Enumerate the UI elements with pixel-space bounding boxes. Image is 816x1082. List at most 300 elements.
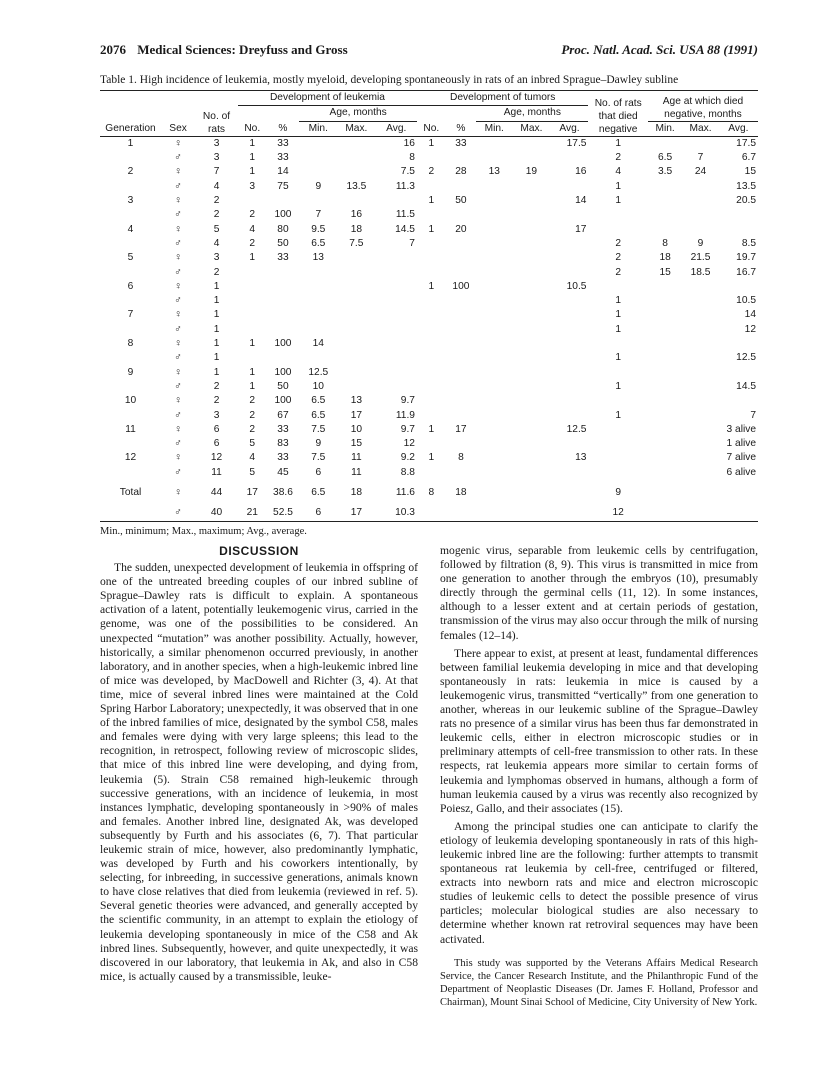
- table-cell-l-pct: 14: [277, 166, 289, 178]
- table-cell-l-no: 17: [246, 487, 258, 499]
- table-cell-l-min: [299, 136, 337, 151]
- table-row: [100, 323, 758, 337]
- table-cell-l-avg: [375, 323, 416, 337]
- table-cell-l-min: [299, 308, 337, 322]
- table-cell-d-max: 24: [694, 166, 707, 178]
- running-header: [100, 42, 758, 62]
- table-cell-gen: 2: [127, 166, 134, 178]
- table-cell-d-max: [682, 223, 718, 237]
- table-row: [100, 500, 758, 521]
- table-cell-d-max: [682, 180, 718, 194]
- table-cell-l-pct: 33: [277, 137, 289, 149]
- table-cell-d-min: [648, 480, 682, 500]
- table-cell-t-min: [476, 380, 512, 394]
- table-cell-gen: 1: [127, 137, 134, 149]
- table-cell-gen: 4: [127, 223, 134, 235]
- table-cell-t-pct: 20: [455, 223, 467, 235]
- table-cell-l-avg: [375, 351, 416, 365]
- table-cell-l-pct: [267, 294, 300, 308]
- table-cell-d-avg: 12.5: [736, 352, 756, 364]
- table-cell-l-pct: 100: [274, 395, 292, 407]
- table-cell-t-min: [476, 151, 512, 165]
- table-cell-gen: 7: [127, 309, 134, 321]
- table-cell-t-pct: [446, 437, 477, 451]
- table-cell-l-max: 13.5: [346, 180, 367, 192]
- table-cell-t-avg: [551, 437, 589, 451]
- table-cell-gen: [100, 323, 161, 337]
- table-cell-sex: ♂: [174, 438, 182, 450]
- table-cell-l-avg: 9.2: [400, 452, 415, 464]
- table-cell-sex: ♂: [174, 152, 182, 164]
- col-died-avg: Avg.: [719, 121, 758, 136]
- table-cell-t-max: [512, 251, 550, 265]
- table-cell-l-no: 2: [249, 395, 256, 407]
- table-cell-l-pct: 50: [277, 380, 289, 392]
- table-cell-l-max: [337, 194, 375, 208]
- table-cell-l-max: 7.5: [349, 237, 364, 249]
- table-cell-n: 44: [210, 487, 223, 499]
- table-cell-l-min: 9: [315, 438, 322, 450]
- table-cell-t-no: [417, 266, 446, 280]
- table-cell-t-avg: [551, 409, 589, 423]
- table-cell-l-min: 7.5: [311, 423, 326, 435]
- table-cell-d-max: [682, 500, 718, 521]
- table-row: [100, 308, 758, 322]
- table-cell-d-min: [648, 409, 682, 423]
- table-cell-l-no: [238, 351, 267, 365]
- table-cell-d-min: [648, 423, 682, 437]
- table-cell-t-min: [476, 480, 512, 500]
- table-cell-l-min: [299, 151, 337, 165]
- table-cell-t-max: [512, 394, 550, 408]
- table-cell-d-min: 3.5: [658, 166, 673, 178]
- table-cell-d-avg: 15: [744, 166, 756, 178]
- table-cell-t-max: [512, 337, 550, 351]
- journal-citation: Proc. Natl. Acad. Sci. USA 88 (1991): [561, 42, 758, 57]
- table-cell-died: [588, 466, 647, 480]
- table-cell-l-min: [299, 194, 337, 208]
- table-cell-n: 2: [213, 195, 220, 207]
- table-cell-l-max: 11: [351, 466, 362, 478]
- table-cell-l-max: [337, 308, 375, 322]
- table-cell-l-avg: 14.5: [395, 223, 415, 235]
- table-cell-t-no: 1: [428, 137, 435, 149]
- table-cell-died: 2: [615, 152, 622, 164]
- table-cell-d-min: [648, 500, 682, 521]
- table-cell-t-min: [476, 237, 512, 251]
- table-cell-l-min: 12.5: [308, 366, 329, 378]
- table-cell-l-pct: 100: [274, 338, 292, 350]
- table-cell-gen: 5: [127, 252, 134, 264]
- table-row: [100, 208, 758, 222]
- table-cell-l-avg: 9.7: [400, 423, 415, 435]
- section-heading: DISCUSSION: [219, 544, 299, 558]
- table-cell-t-min: [476, 323, 512, 337]
- table-cell-t-no: 8: [428, 487, 435, 499]
- table-cell-d-max: [682, 323, 718, 337]
- table-cell-died: 9: [615, 487, 622, 499]
- table-cell-l-avg: [375, 366, 416, 380]
- table-cell-t-pct: [446, 366, 477, 380]
- table-cell-t-pct: [446, 323, 477, 337]
- col-tum-pct: %: [446, 106, 477, 137]
- table-cell-t-avg: 17.5: [566, 137, 587, 149]
- table-cell-l-max: 16: [350, 209, 363, 221]
- table-cell-l-no: [238, 194, 267, 208]
- table-cell-t-pct: [446, 180, 477, 194]
- table-cell-l-avg: [375, 194, 416, 208]
- table-cell-l-avg: 7: [409, 237, 415, 249]
- table-cell-sex: ♂: [174, 323, 182, 335]
- right-column: [440, 544, 758, 1009]
- left-column: [100, 544, 418, 988]
- table-cell-n: 2: [213, 380, 220, 392]
- table-cell-t-min: [476, 366, 512, 380]
- table-cell-d-max: [682, 208, 718, 222]
- table-cell-l-no: [238, 266, 267, 280]
- table-cell-l-max: [337, 136, 375, 151]
- table-cell-d-min: 6.5: [658, 152, 673, 164]
- table-cell-n: 6: [213, 423, 220, 435]
- table-cell-sex: ♂: [174, 466, 182, 478]
- table-cell-d-max: [682, 308, 718, 322]
- table-cell-l-max: [337, 337, 375, 351]
- table-cell-l-max: [337, 323, 375, 337]
- table-cell-l-min: 7.5: [311, 452, 326, 464]
- table-cell-died: 2: [615, 237, 622, 249]
- table-cell-d-avg: [719, 223, 758, 237]
- table-cell-l-min: 6: [315, 466, 322, 478]
- table-cell-gen: [100, 180, 161, 194]
- table-cell-l-max: [337, 151, 375, 165]
- table-cell-l-no: 1: [249, 338, 256, 350]
- table-cell-l-pct: 75: [277, 180, 289, 192]
- table-cell-sex: ♀: [174, 366, 182, 378]
- table-cell-died: [588, 337, 647, 351]
- table-cell-sex: ♂: [174, 352, 182, 364]
- table-cell-t-min: [476, 251, 512, 265]
- table-cell-sex: ♀: [174, 280, 182, 292]
- table-cell-t-max: [512, 409, 550, 423]
- section-title: Medical Sciences: Dreyfuss and Gross: [137, 42, 348, 57]
- table-cell-n: 5: [213, 223, 220, 235]
- page: [100, 42, 758, 537]
- table-cell-gen: 10: [124, 395, 137, 407]
- table-cell-d-avg: 17.5: [736, 137, 756, 149]
- table-cell-t-max: [512, 500, 550, 521]
- table-cell-l-min: 9.5: [311, 223, 326, 235]
- page-number: 2076: [100, 42, 126, 57]
- table-cell-l-max: [337, 294, 375, 308]
- table-cell-d-max: [682, 337, 718, 351]
- table-cell-d-avg: [719, 208, 758, 222]
- table-cell-l-no: 3: [249, 180, 256, 192]
- col-generation: Generation: [100, 91, 161, 137]
- table-row: [100, 237, 758, 251]
- table-cell-l-max: 17: [350, 507, 363, 519]
- table-cell-l-min: [299, 323, 337, 337]
- table-cell-t-pct: [446, 251, 477, 265]
- table-cell-d-max: 7: [697, 152, 704, 164]
- paragraph: There appear to exist, at present at least, fundamental differences between familial leukemia developing in mice and that developing spontaneously in rats: leukemia in mice is caused by a leukemogenic virus, transmitted “vertically” from one generation to another, whereas in our leukemic subline of the Sprague–Dawley rats no presence of a similar virus has been thus far demonstrated in leukemic cells, either in electron microscopic studies or in preliminary attempts of cell-free transmission to other rats. In these respects, rat leukemia appears more similar to certain forms of leukemia and lymphomas observed in humans, although a form of human leukemia caused by a virus was recently also recognized by Poiesz, Gallo, and their associates (15).: [440, 646, 758, 815]
- table-cell-d-avg: 13.5: [736, 180, 756, 192]
- table-cell-t-min: [476, 266, 512, 280]
- paragraph: mogenic virus, separable from leukemic cells by centrifugation, followed by filtration (8, 9). This virus is transmitted in mice from one generation to another through the embryos (10), presumably directly through the germinal cells (11, 12). In some instances, although to a lesser extent and at certain periods of gestation, transmission of the virus may also occur through the milk of nursing females (12–14).: [440, 544, 758, 642]
- table-cell-l-avg: [375, 380, 416, 394]
- table-cell-t-avg: [551, 337, 589, 351]
- table-cell-n: 40: [210, 507, 223, 519]
- table-cell-t-min: [476, 208, 512, 222]
- table-cell-l-pct: 50: [277, 237, 289, 249]
- table-cell-t-avg: 12.5: [566, 423, 587, 435]
- col-died-max: Max.: [682, 121, 718, 136]
- table-cell-t-max: [512, 194, 550, 208]
- col-tum-avg: Avg.: [551, 121, 589, 136]
- table-cell-died: 1: [615, 380, 622, 392]
- table-row: [100, 466, 758, 480]
- table-cell-t-no: 1: [428, 195, 435, 207]
- table-cell-d-min: [648, 194, 682, 208]
- table-cell-died: 1: [615, 309, 622, 321]
- table-cell-t-max: [512, 180, 550, 194]
- col-tum-no: No.: [417, 106, 446, 137]
- table-footnote: Min., minimum; Max., maximum; Avg., average.: [100, 525, 307, 537]
- table-cell-n: 1: [213, 309, 220, 321]
- table-cell-died: [588, 423, 647, 437]
- table-cell-l-no: 4: [249, 452, 256, 464]
- table-cell-l-avg: [375, 251, 416, 265]
- table-cell-l-min: [299, 165, 337, 179]
- col-leuk-pct: %: [267, 106, 300, 137]
- table-row: [100, 380, 758, 394]
- table-cell-l-pct: 45: [277, 466, 289, 478]
- table-cell-l-pct: [267, 194, 300, 208]
- table-cell-t-avg: 17: [575, 223, 587, 235]
- col-no-of-rats: [195, 91, 238, 137]
- table-cell-l-max: [337, 266, 375, 280]
- table-cell-t-max: [512, 451, 550, 465]
- table-cell-t-max: [512, 366, 550, 380]
- table-cell-l-no: 5: [249, 466, 256, 478]
- table-cell-died: [588, 394, 647, 408]
- table-cell-l-max: [337, 280, 375, 294]
- table-cell-l-min: [299, 280, 337, 294]
- table-cell-gen: [100, 208, 161, 222]
- table-cell-t-min: [476, 451, 512, 465]
- table-cell-n: 6: [213, 438, 220, 450]
- table-cell-l-min: [299, 294, 337, 308]
- col-sex: Sex: [161, 91, 195, 137]
- table-cell-l-no: [238, 323, 267, 337]
- table-cell-t-avg: [551, 480, 589, 500]
- table-cell-l-avg: 7.5: [400, 166, 415, 178]
- table-cell-t-pct: [446, 151, 477, 165]
- table-cell-d-avg: [719, 500, 758, 521]
- table-row: [100, 165, 758, 179]
- table-cell-t-no: [417, 500, 446, 521]
- table-cell-l-no: 2: [249, 423, 256, 435]
- table-cell-sex: ♂: [174, 507, 182, 519]
- table-cell-t-max: [512, 437, 550, 451]
- table-cell-d-max: [682, 194, 718, 208]
- table-cell-died: 1: [615, 352, 622, 364]
- paragraph: Among the principal studies one can anticipate to clarify the etiology of leukemia developing spontaneously in rats of this high-leukemic inbred line are the following: further attempts to transmit spontaneous rat leukemia by cell-free, centrifuged or filtered, extracts into newborn rats and mice and electron microscopic studies of leukemic cells to detect the possible presence of virus particles; molecular biological studies are also necessary to determine whether known rat retroviral sequences may have been activated.: [440, 819, 758, 946]
- table-cell-l-min: 10: [312, 380, 324, 392]
- table-row: [100, 351, 758, 365]
- table-cell-d-avg: [719, 394, 758, 408]
- table-cell-d-avg: 14.5: [736, 380, 756, 392]
- table-cell-sex: ♂: [174, 380, 182, 392]
- table-cell-l-pct: 80: [277, 223, 289, 235]
- table-cell-t-min: [476, 466, 512, 480]
- table-cell-t-avg: [551, 394, 589, 408]
- table-cell-died: 1: [615, 137, 622, 149]
- table-cell-t-pct: 28: [455, 166, 467, 178]
- table-cell-n: 2: [213, 266, 220, 278]
- table-cell-t-max: [512, 280, 550, 294]
- table-label: Table 1.: [100, 74, 137, 86]
- table-cell-n: 1: [213, 280, 220, 292]
- table-cell-d-avg: 1 alive: [726, 438, 756, 450]
- table-cell-l-avg: 16: [403, 137, 415, 149]
- table-cell-t-no: [417, 237, 446, 251]
- table-cell-l-min: 14: [312, 338, 324, 350]
- table-cell-t-no: [417, 251, 446, 265]
- table-cell-t-min: [476, 308, 512, 322]
- table-cell-t-avg: [551, 266, 589, 280]
- table-cell-l-avg: 9.7: [400, 395, 415, 407]
- table-cell-l-no: 1: [249, 380, 256, 392]
- table-cell-sex: ♀: [174, 166, 182, 178]
- table-cell-gen: [100, 151, 161, 165]
- table-cell-died: 1: [615, 323, 622, 335]
- table-cell-l-pct: 100: [274, 366, 292, 378]
- table-cell-d-min: [648, 323, 682, 337]
- table-body: [100, 136, 758, 521]
- table-cell-gen: [100, 351, 161, 365]
- table-cell-t-min: [476, 394, 512, 408]
- table-cell-t-max: [512, 466, 550, 480]
- table-cell-l-pct: [267, 308, 300, 322]
- table-cell-l-min: 6: [315, 507, 322, 519]
- table-cell-n: 1: [213, 352, 220, 364]
- col-died-negative: No. of rats that died negative: [588, 91, 647, 137]
- table-cell-d-min: [648, 136, 682, 151]
- table-cell-d-max: [682, 280, 718, 294]
- table-cell-t-max: [512, 480, 550, 500]
- table-cell-died: 2: [615, 252, 622, 264]
- table-cell-l-avg: 11.6: [395, 487, 415, 499]
- table-cell-d-avg: 14: [744, 309, 756, 321]
- table-cell-gen: [100, 437, 161, 451]
- table-cell-t-no: [417, 351, 446, 365]
- table-cell-l-no: 21: [246, 507, 258, 519]
- table-cell-t-pct: 8: [458, 452, 464, 464]
- table-row: [100, 180, 758, 194]
- table-cell-n: 4: [213, 237, 220, 249]
- table-cell-t-avg: 14: [575, 195, 587, 207]
- table-cell-t-avg: [551, 366, 589, 380]
- table-cell-t-no: [417, 151, 446, 165]
- table-cell-t-pct: [446, 308, 477, 322]
- table-cell-l-pct: 67: [277, 409, 289, 421]
- table-cell-t-no: [417, 208, 446, 222]
- table-cell-died: 1: [615, 195, 622, 207]
- table-cell-died: 4: [615, 166, 622, 178]
- table-cell-l-avg: 11.3: [395, 180, 415, 192]
- table-cell-n: 2: [213, 209, 220, 221]
- table-cell-d-avg: 3 alive: [726, 423, 756, 435]
- table-cell-t-no: [417, 294, 446, 308]
- table-cell-d-max: [682, 294, 718, 308]
- table-cell-l-pct: 83: [277, 438, 289, 450]
- table-cell-l-pct: [267, 323, 300, 337]
- table-cell-t-no: [417, 466, 446, 480]
- table-cell-t-pct: [446, 294, 477, 308]
- table-cell-d-min: [648, 437, 682, 451]
- table-cell-t-no: [417, 380, 446, 394]
- table-cell-l-min: 6.5: [311, 487, 326, 499]
- table-cell-l-max: [337, 351, 375, 365]
- table-cell-d-max: [682, 409, 718, 423]
- table-cell-t-pct: 33: [455, 137, 467, 149]
- table-cell-n: 2: [213, 395, 220, 407]
- table-cell-gen: 12: [124, 452, 137, 464]
- table-cell-t-no: 1: [428, 452, 435, 464]
- table-cell-l-avg: [375, 337, 416, 351]
- table-cell-sex: ♀: [174, 137, 182, 149]
- table-cell-l-pct: [267, 280, 300, 294]
- table-cell-l-min: 7: [315, 209, 322, 221]
- table-cell-n: 7: [213, 166, 220, 178]
- table-cell-t-pct: 17: [455, 423, 467, 435]
- table-cell-t-max: [512, 294, 550, 308]
- table-cell-t-max: [512, 151, 550, 165]
- table-cell-sex: ♀: [174, 395, 182, 407]
- table-cell-l-max: [337, 251, 375, 265]
- table-cell-d-max: 18.5: [690, 266, 711, 278]
- table-cell-n: 3: [213, 252, 220, 264]
- table-cell-t-no: [417, 366, 446, 380]
- table-cell-l-no: 1: [249, 252, 256, 264]
- table-cell-d-max: [682, 351, 718, 365]
- table-cell-t-min: [476, 351, 512, 365]
- table-cell-t-pct: [446, 409, 477, 423]
- table-cell-t-avg: [551, 351, 589, 365]
- table-cell-l-avg: 10.3: [395, 507, 415, 519]
- col-group-leukemia: Development of leukemia: [238, 91, 417, 106]
- table-cell-l-max: 11: [351, 452, 362, 464]
- table-cell-d-min: [648, 451, 682, 465]
- table-cell-sex: ♂: [174, 266, 182, 278]
- table-cell-sex: ♀: [174, 338, 182, 350]
- col-leuk-max: Max.: [337, 121, 375, 136]
- table-cell-t-no: [417, 409, 446, 423]
- table-cell-l-no: 1: [249, 137, 256, 149]
- table-row: [100, 423, 758, 437]
- table-caption-text: High incidence of leukemia, mostly myeloid, developing spontaneously in rats of an inbred Sprague–Dawley subline: [139, 74, 679, 86]
- table-cell-l-avg: [375, 308, 416, 322]
- table-cell-d-min: [648, 294, 682, 308]
- table-cell-d-avg: 12: [744, 323, 756, 335]
- table-cell-l-max: [337, 165, 375, 179]
- table-cell-n: 1: [213, 366, 220, 378]
- table-cell-t-avg: [551, 151, 589, 165]
- table-row: [100, 251, 758, 265]
- table-cell-sex: ♀: [174, 309, 182, 321]
- table-cell-d-min: [648, 280, 682, 294]
- table-cell-d-min: [648, 394, 682, 408]
